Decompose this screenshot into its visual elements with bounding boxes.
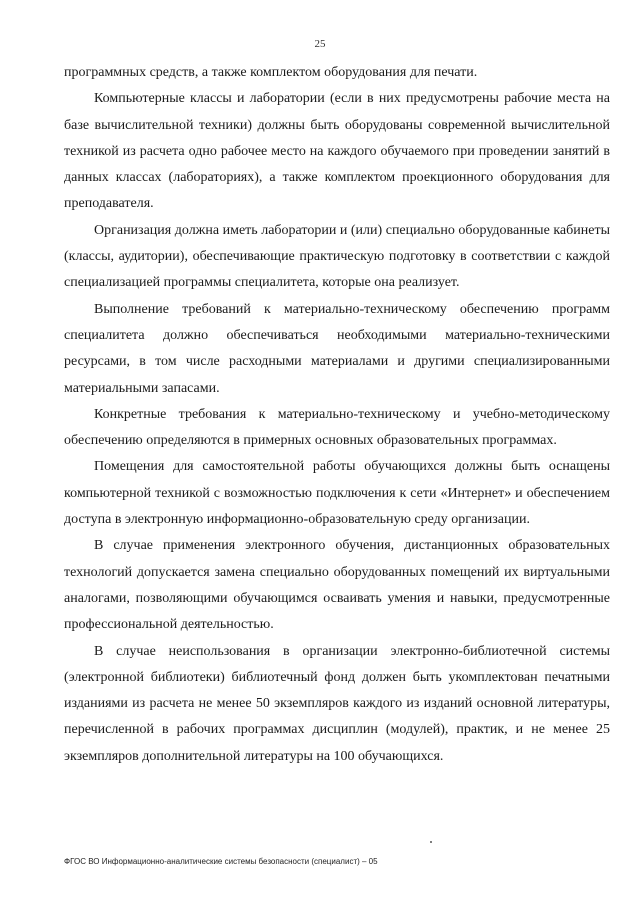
paragraph-material-support: Выполнение требований к материально-техническому обеспечению программ специалитета должно обеспечиваться необходимыми материально-техническими ресурсами, в том числе расходными материалами и другими специализированными материальными запасами. xyxy=(64,301,610,396)
body-text xyxy=(64,60,610,770)
page-footer: ФГОС ВО Информационно-аналитические системы безопасности (специалист) – 05 xyxy=(64,857,378,866)
paragraph-self-study-rooms: Помещения для самостоятельной работы обучающихся должны быть оснащены компьютерной техникой с возможностью подключения к сети «Интернет» и обеспечением доступа в электронную информационно-образовательную среду организации. xyxy=(64,459,610,528)
paragraph-continuation: программных средств, а также комплектом оборудования для печати. xyxy=(64,65,478,80)
paragraph-laboratories: Организация должна иметь лаборатории и (или) специально оборудованные кабинеты (классы, аудитории), обеспечивающие практическую подготовку в соответствии с каждой специализацией программы специалитета, которые она реализует. xyxy=(64,222,610,291)
paragraph-library-fund: В случае неиспользования в организации электронно-библиотечной системы (электронной библиотеки) библиотечный фонд должен быть укомплектован печатными изданиями из расчета не менее 50 экземпляров каждого из изданий основной литературы, перечисленной в рабочих программах дисциплин (модулей), практик, и не менее 25 экземпляров дополнительной литературы на 100 обучающихся. xyxy=(64,643,610,764)
paragraph-computer-classes: Компьютерные классы и лаборатории (если в них предусмотрены рабочие места на базе вычислительной техники) должны быть оборудованы современной вычислительной техникой из расчета одно рабочее место на каждого обучаемого при проведении занятий в данных классах (лабораториях), а также комплектом проекционного оборудования для преподавателя. xyxy=(64,91,610,212)
paragraph-specific-requirements: Конкретные требования к материально-техническому и учебно-методическому обеспечению определяются в примерных основных образовательных программах. xyxy=(64,406,610,449)
paragraph-e-learning: В случае применения электронного обучения, дистанционных образовательных технологий допускается замена специально оборудованных помещений их виртуальными аналогами, позволяющими обучающимся осваивать умения и навыки, предусмотренные профессиональной деятельностью. xyxy=(64,538,610,633)
scan-speck xyxy=(430,841,432,843)
page-number: 25 xyxy=(314,38,326,50)
